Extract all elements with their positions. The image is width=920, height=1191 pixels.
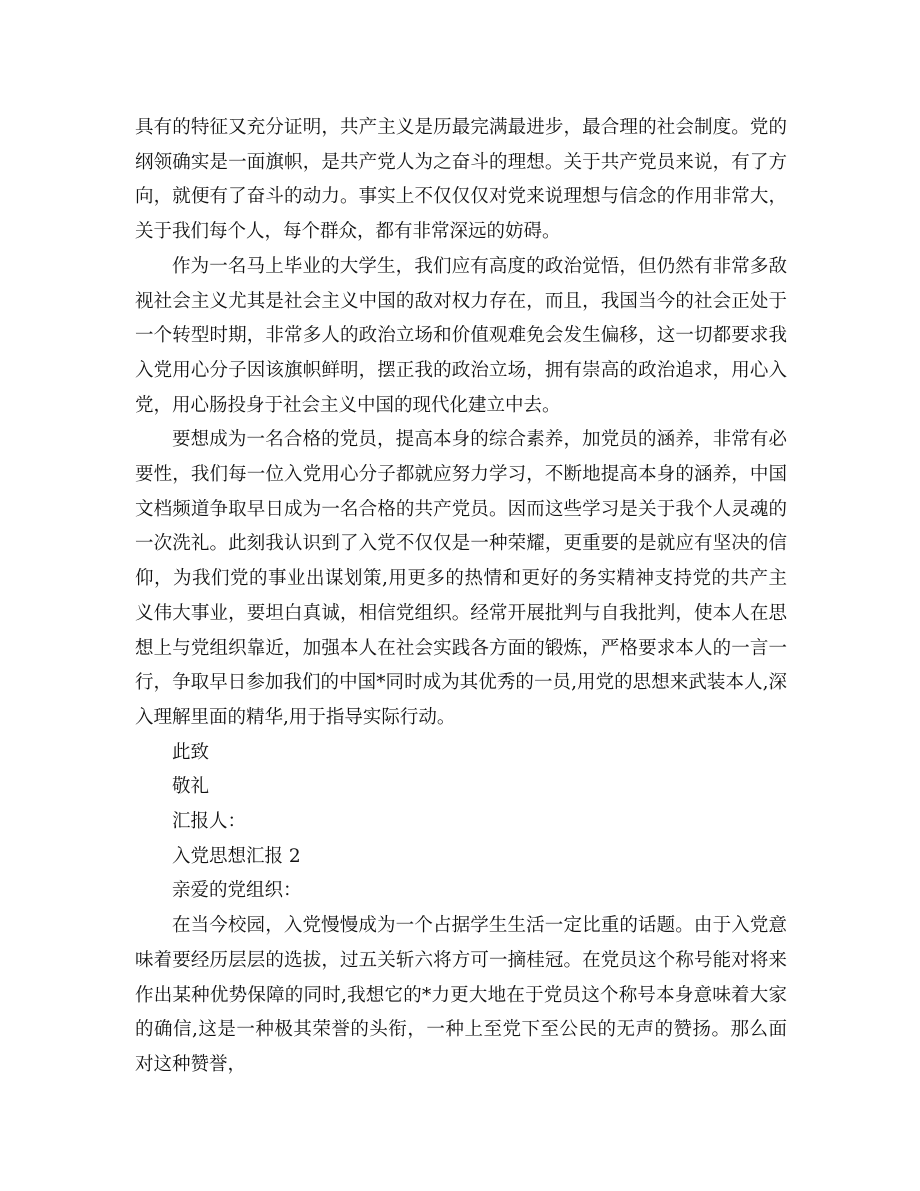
paragraph-3: 要想成为一名合格的党员，提高本身的综合素养，加党员的涵养，非常有必要性，我们每一位入党用心分子都就应努力学习，不断地提高本身的涵养，中国文档频道争取早日成为一名合格的共产党员。因而这些学习是关于我个人灵魂的一次洗礼。此刻我认识到了入党不仅仅是一种荣耀，更重要的是就应有坚决的信仰，为我们党的事业出谋划策,用更多的热情和更好的务实精神支持党的共产主义伟大事业，要坦白真诚，相信党组织。经常开展批判与自我批判，使本人在思想上与党组织靠近，加强本人在社会实践各方面的锻炼，严格要求本人的一言一行，争取早日参加我们的中国*同时成为其优秀的一员,用党的思想来武装本人,深入理解里面的精华,用于指导实际行动。: [135, 429, 787, 728]
closing-line-2: 敬礼: [172, 776, 210, 798]
section-title-2: 入党思想汇报 2: [172, 845, 301, 867]
salutation-line: 亲爱的党组织：: [172, 880, 302, 902]
document-page: [135, 111, 787, 1083]
reporter-line: 汇报人：: [172, 811, 247, 833]
closing-line-1: 此致: [172, 741, 210, 763]
paragraph-4: 在当今校园，入党慢慢成为一个占据学生生活一定比重的话题。由于入党意味着要经历层层的选拔，过五关斩六将方可一摘桂冠。在党员这个称号能对将来作出某种优势保障的同时,我想它的*力更大地在于党员这个称号本身意味着大家的确信,这是一种极其荣誉的头衔，一种上至党下至公民的无声的赞扬。那么面对这种赞誉，: [135, 915, 787, 1075]
paragraph-1: 具有的特征又充分证明，共产主义是历最完满最进步，最合理的社会制度。党的纲领确实是一面旗帜，是共产党人为之奋斗的理想。关于共产党员来说，有了方向，就便有了奋斗的动力。事实上不仅仅仅对党来说理想与信念的作用非常大，关于我们每个人，每个群众，都有非常深远的妨碍。: [135, 117, 787, 243]
paragraph-2: 作为一名马上毕业的大学生，我们应有高度的政治觉悟，但仍然有非常多敌视社会主义尤其是社会主义中国的敌对权力存在，而且，我国当今的社会正处于一个转型时期，非常多人的政治立场和价值观难免会发生偏移，这一切都要求我入党用心分子因该旗帜鲜明，摆正我的政治立场，拥有崇高的政治追求，用心入党，用心肠投身于社会主义中国的现代化建立中去。: [135, 255, 787, 416]
